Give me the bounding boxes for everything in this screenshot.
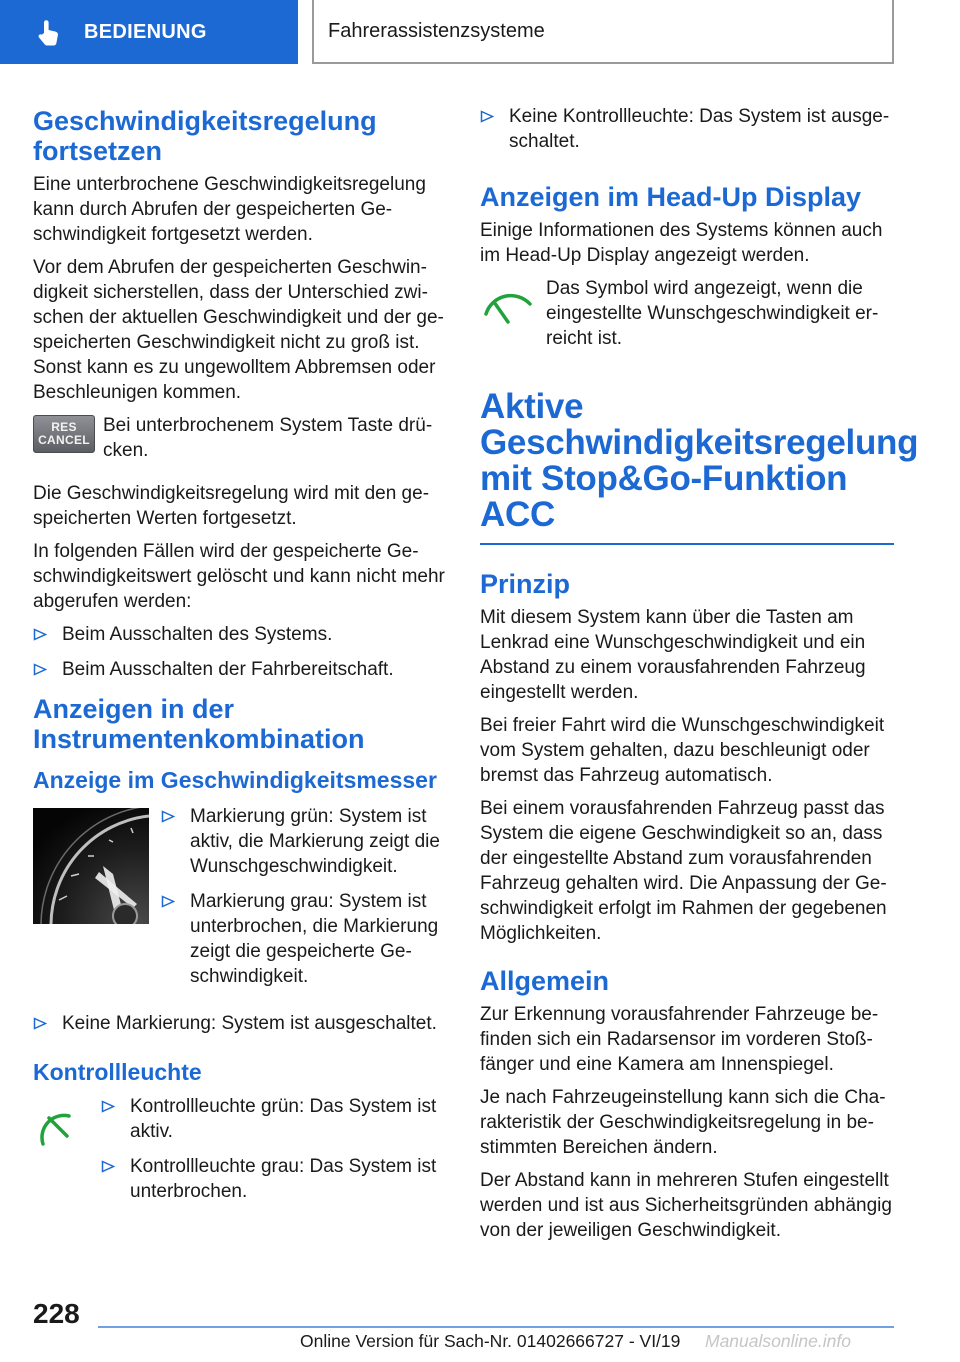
section-label: BEDIENUNG (84, 20, 207, 43)
paragraph: Der Abstand kann in mehreren Stufen eingestellt werden und ist aus Sicherheitsgründen abhängig von der jeweiligen Geschwindigkeit. (480, 1170, 892, 1241)
indicator-bullet-list (101, 1094, 445, 1214)
heading-principle: Prinzip (480, 569, 571, 599)
speedometer-bullet-list (161, 804, 445, 999)
paragraph: Die Geschwindigkeitsregelung wird mit den gespeicherten Werten fortgesetzt. (33, 483, 430, 529)
hand-touch-icon (34, 17, 64, 47)
paragraph: Einige Informationen des Systems können auch im Head-Up Display angezeigt werden. (480, 220, 883, 266)
list-item: Markierung grün: System ist aktiv, die Markierung zeigt die Wunschgeschwindigkeit. (161, 804, 445, 879)
triangle-bullet-icon (480, 110, 494, 123)
hud-icon-text: Das Symbol wird angezeigt, wenn die eingestellte Wunschgeschwindigkeit erreicht ist. (546, 278, 879, 349)
chapter-title: Fahrerassistenzsysteme (328, 19, 545, 42)
section-tab (0, 0, 298, 64)
chapter-header (312, 0, 894, 64)
online-version-text: Online Version für Sach-Nr. 01402666727 - VI/19 (300, 1331, 681, 1351)
list-item: Markierung grau: System ist unterbrochen, die Markierung zeigt die gespeicherte Geschwindigkeit. (161, 889, 445, 989)
triangle-bullet-icon (101, 1100, 115, 1113)
res-key-text: Bei unterbrochenem System Taste drücken. (103, 415, 433, 461)
cruise-control-indicator-icon (33, 1100, 91, 1158)
paragraph: Vor dem Abrufen der gespeicherten Geschwindigkeit sicherstellen, dass der Unterschied zwischen der aktuellen Geschwindigkeit und der gespeicherten Geschwindigkeit nicht zu groß ist. Sonst kann es zu ungewolltem Abbremsen oder Beschleunigen kommen. (33, 257, 444, 403)
heading-rule (480, 543, 894, 545)
triangle-bullet-icon (33, 628, 47, 641)
heading-speedometer: Anzeige im Geschwindigkeitsmesser (33, 767, 437, 793)
heading-resume: Geschwindigkeitsregelung fortsetzen (33, 106, 377, 166)
heading-acc-line: ACC (480, 495, 555, 534)
left-column (33, 104, 445, 1232)
bullet-list (33, 1011, 445, 1036)
paragraph: Mit diesem System kann über die Tasten am Lenkrad eine Wunschgeschwindigkeit und ein Abstand zu einem vorausfahrenden Fahrzeug eingestellt werden. (480, 607, 866, 703)
page-number: 228 (33, 1298, 80, 1329)
right-column (480, 104, 919, 1251)
list-item: Beim Ausschalten der Fahrbereitschaft. (33, 657, 445, 682)
triangle-bullet-icon (33, 663, 47, 676)
paragraph: Bei einem vorausfahrenden Fahrzeug passt das System die eigene Geschwindigkeit so an, dass der eingestellte Abstand zum vorausfahrenden Fahrzeug gehalten wird. Die Anpassung der Geschwindigkeit erfolgt im Rahmen der gegebenen Möglichkeiten. (480, 798, 887, 944)
paragraph: Bei freier Fahrt wird die Wunschgeschwindigkeit vom System gehalten, dazu beschleunigt oder bremst das Fahrzeug automatisch. (480, 715, 885, 786)
list-item: Keine Markierung: System ist ausgeschaltet. (33, 1011, 445, 1036)
paragraph: In folgenden Fällen wird der gespeicherte Geschwindigkeitswert gelöscht und kann nicht mehr abgerufen werden: (33, 541, 445, 612)
heading-general: Allgemein (480, 966, 610, 996)
heading-indicator: Kontrollleuchte (33, 1059, 202, 1085)
heading-display: Anzeigen in der Instrumentenkombination (33, 694, 365, 754)
speedometer-row (33, 804, 445, 1007)
hud-speed-reached-icon (480, 284, 536, 340)
indicator-row (33, 1094, 445, 1222)
paragraph: Eine unterbrochene Geschwindigkeitsregelung kann durch Abrufen der gespeicherten Geschwindigkeit fortgesetzt werden. (33, 174, 426, 245)
res-cancel-key-icon (33, 415, 95, 453)
list-item: Kontrollleuchte grau: Das System ist unterbrochen. (101, 1154, 445, 1204)
heading-hud: Anzeigen im Head-Up Display (480, 182, 862, 212)
heading-acc-line: Aktive (480, 387, 584, 426)
res-key-line2: CANCEL (38, 433, 90, 447)
paragraph: Zur Erkennung vorausfahrender Fahrzeuge befinden sich ein Radarsensor im vorderen Stoßfänger und eine Kamera am Innenspiegel. (480, 1004, 879, 1075)
heading-acc (480, 387, 919, 534)
triangle-bullet-icon (101, 1160, 115, 1173)
triangle-bullet-icon (161, 810, 175, 823)
list-item: Kontrollleuchte grün: Das System ist aktiv. (101, 1094, 445, 1144)
heading-acc-line: mit Stop&Go-Funktion (480, 459, 848, 498)
res-key-row (33, 413, 445, 471)
res-key-line1: RES (51, 420, 77, 434)
paragraph: Je nach Fahrzeugeinstellung kann sich die Charakteristik der Geschwindigkeitsregelung in bestimmten Bereichen ändern. (480, 1087, 886, 1158)
watermark: Manualsonline.info (705, 1331, 851, 1351)
speedometer-marking-photo (33, 808, 149, 924)
triangle-bullet-icon (161, 895, 175, 908)
triangle-bullet-icon (33, 1017, 47, 1030)
bullet-list (480, 104, 894, 154)
footer-rule (98, 1326, 894, 1328)
list-item: Beim Ausschalten des Systems. (33, 622, 445, 647)
bullet-list (33, 622, 445, 682)
hud-icon-row (480, 276, 894, 359)
heading-acc-line: Geschwindigkeitsregelung (480, 423, 919, 462)
list-item: Keine Kontrollleuchte: Das System ist ausgeschaltet. (480, 104, 894, 154)
